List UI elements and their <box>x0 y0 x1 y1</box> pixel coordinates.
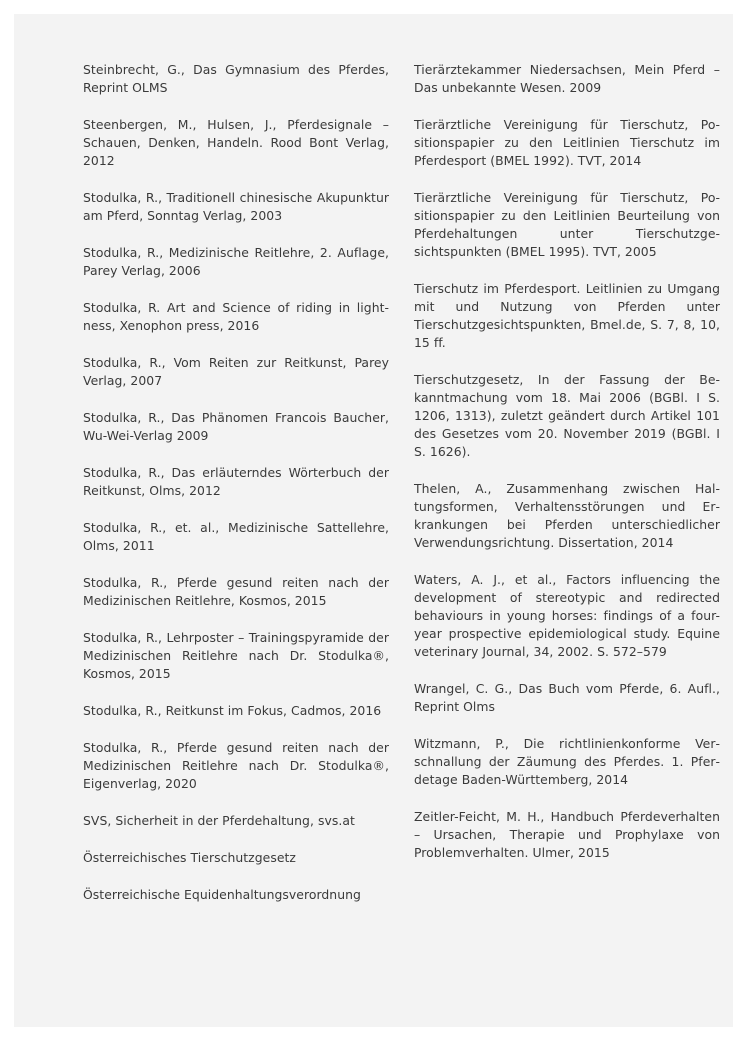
reference-entry: Stodulka, R., Lehrposter – Trainingspyramide der Medizinischen Reitlehre nach Dr. Stodulka®, Kosmos, 2015 <box>83 630 389 681</box>
reference-entry: Stodulka, R., et. al., Medizinische Sattellehre, Olms, 2011 <box>83 520 389 553</box>
reference-entry: Tierschutzgesetz, In der Fassung der Bekanntmachung vom 18. Mai 2006 (BGBl. I S. 1206, 1313), zuletzt geändert durch Artikel 101 des Gesetzes vom 20. November 2019 (BGBl. I S. 1626). <box>414 372 720 459</box>
scan-border-bottom <box>0 1027 745 1049</box>
reference-entry: Stodulka, R., Vom Reiten zur Reitkunst, Parey Verlag, 2007 <box>83 355 389 388</box>
reference-entry: Stodulka, R., Traditionell chinesische Akupunktur am Pferd, Sonntag Verlag, 2003 <box>83 190 389 223</box>
reference-entry: Stodulka, R. Art and Science of riding in lightness, Xenophon press, 2016 <box>83 300 389 333</box>
scan-border-right <box>733 0 745 1049</box>
reference-column-left <box>83 61 389 923</box>
reference-column-right <box>414 61 720 881</box>
reference-entry: Stodulka, R., Das Phänomen Francois Baucher, Wu-Wei-Verlag 2009 <box>83 410 389 443</box>
reference-entry: Waters, A. J., et al., Factors influencing the development of stereotypic and redirected behaviours in young horses: findings of a four-year prospective epidemiological study. Equine veterinary Journal, 34, 2002. S. 572–579 <box>414 572 720 659</box>
reference-entry: Stodulka, R., Das erläuterndes Wörterbuch der Reitkunst, Olms, 2012 <box>83 465 389 498</box>
reference-entry: Österreichisches Tierschutzgesetz <box>83 850 296 865</box>
reference-entry: Tierärztliche Vereinigung für Tierschutz, Positionspapier zu den Leitlinien Beurteilung von Pferdehaltungen unter Tierschutzgesichtspunkten (BMEL 1995). TVT, 2005 <box>414 190 720 259</box>
reference-entry: Stodulka, R., Pferde gesund reiten nach der Medizinischen Reitlehre, Kosmos, 2015 <box>83 575 389 608</box>
reference-entry: Österreichische Equidenhaltungsverordnung <box>83 887 361 902</box>
reference-entry: Steenbergen, M., Hulsen, J., Pferdesignale – Schauen, Denken, Handeln. Rood Bont Verlag, 2012 <box>83 117 389 168</box>
reference-entry: Stodulka, R., Medizinische Reitlehre, 2. Auflage, Parey Verlag, 2006 <box>83 245 389 278</box>
reference-entry: Witzmann, P., Die richtlinienkonforme Verschnallung der Zäumung des Pferdes. 1. Pferdetage Baden-Württemberg, 2014 <box>414 736 720 787</box>
reference-entry: Tierärztliche Vereinigung für Tierschutz, Positionspapier zu den Leitlinien Tierschutz im Pferdesport (BMEL 1992). TVT, 2014 <box>414 117 720 168</box>
reference-entry: Tierschutz im Pferdesport. Leitlinien zu Umgang mit und Nutzung von Pferden unter Tierschutzgesichtspunkten, Bmel.de, S. 7, 8, 10, 15 ff. <box>414 281 720 350</box>
reference-entry: Tierärztekammer Niedersachsen, Mein Pferd – Das unbekannte Wesen. 2009 <box>414 62 720 95</box>
reference-entry: Stodulka, R., Reitkunst im Fokus, Cadmos, 2016 <box>83 703 382 718</box>
reference-entry: Zeitler-Feicht, M. H., Handbuch Pferdeverhalten – Ursachen, Therapie und Prophylaxe von Problemverhalten. Ulmer, 2015 <box>414 809 720 860</box>
reference-entry: Stodulka, R., Pferde gesund reiten nach der Medizinischen Reitlehre nach Dr. Stodulka®, Eigenverlag, 2020 <box>83 740 389 791</box>
reference-entry: SVS, Sicherheit in der Pferdehaltung, svs.at <box>83 813 355 828</box>
scan-border-left <box>0 0 14 1049</box>
scan-border-top <box>0 0 745 14</box>
reference-entry: Steinbrecht, G., Das Gymnasium des Pferdes, Reprint OLMS <box>83 62 389 95</box>
document-page <box>14 14 733 1027</box>
reference-entry: Thelen, A., Zusammenhang zwischen Haltungsformen, Verhaltensstörungen und Erkrankungen bei Pferden unterschiedlicher Verwendungsrichtung. Dissertation, 2014 <box>414 481 720 550</box>
reference-entry: Wrangel, C. G., Das Buch vom Pferde, 6. Aufl., Reprint Olms <box>414 681 720 714</box>
